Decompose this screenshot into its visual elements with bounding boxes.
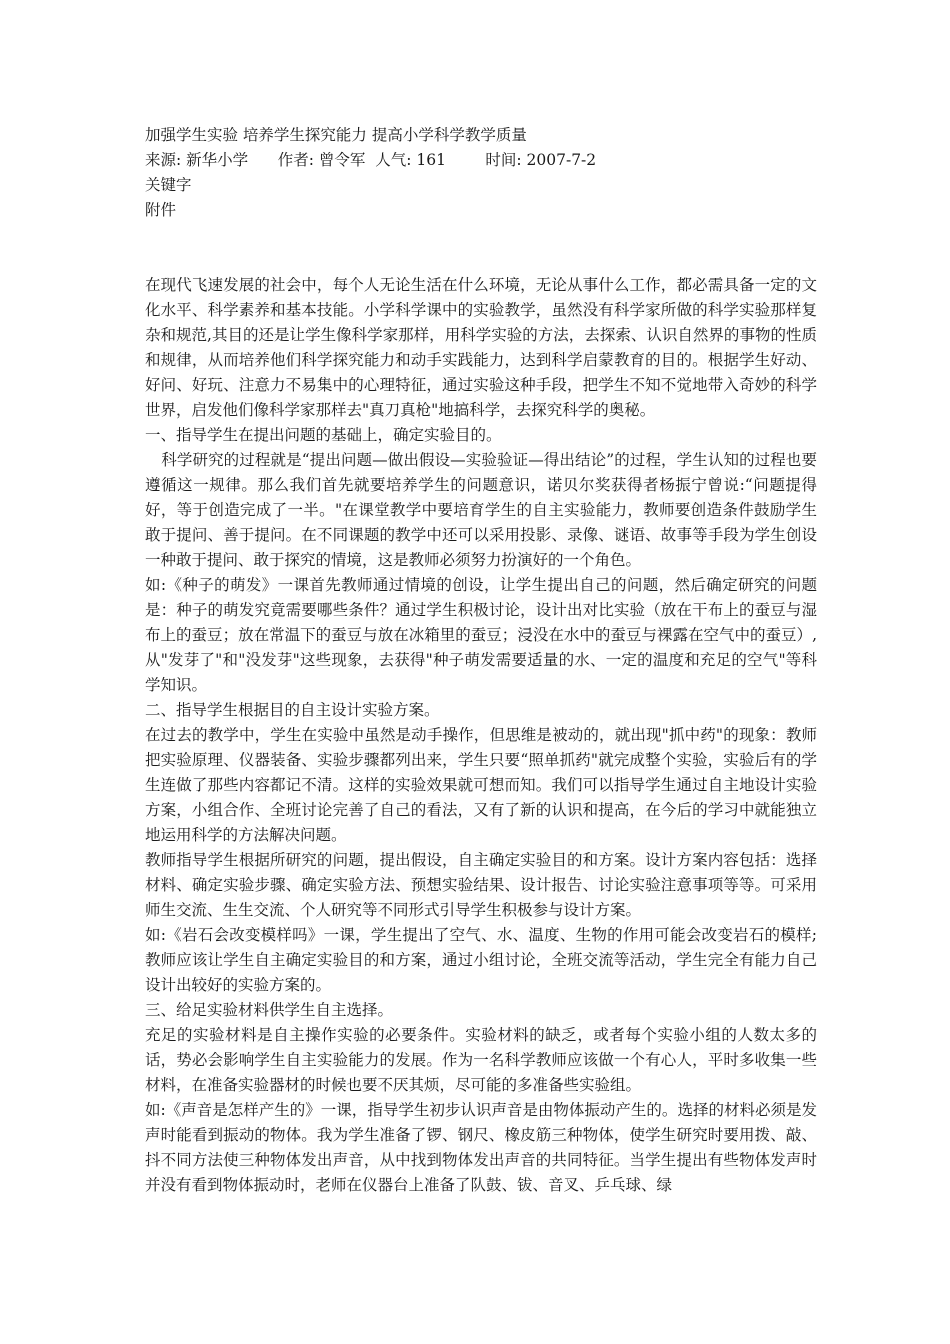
paragraph-7: 充足的实验材料是自主操作实验的必要条件。实验材料的缺乏，或者每个实验小组的人数太多的话，势必会影响学生自主实验能力的发展。作为一名科学教师应该做一个有心人，平时多收集一些材料，在准备实验器材的时候也要不厌其烦，尽可能的多准备些实验组。 <box>145 1026 817 1094</box>
document-meta: 来源: 新华小学 作者: 曾令军 人气: 161 时间: 2007-7-2 <box>145 151 597 169</box>
paragraph-8: 如:《声音是怎样产生的》一课，指导学生初步认识声音是由物体振动产生的。选择的材料必须是发声时能看到振动的物体。我为学生准备了锣、钢尺、橡皮筋三种物体，使学生研究时要用拨、敲、抖不同方法使三种物体发出声音，从中找到物体发出声音的共同特征。当学生提出有些物体发声时并没有看到物体振动时，老师在仪器台上准备了队鼓、钹、音叉、乒乓球、绿 <box>145 1101 817 1194</box>
paragraph-5: 教师指导学生根据所研究的问题，提出假设，自主确定实验目的和方案。设计方案内容包括：选择材料、确定实验步骤、确定实验方法、预想实验结果、设计报告、讨论实验注意事项等等。可采用师生交流、生生交流、个人研究等不同形式引导学生积极参与设计方案。 <box>145 851 817 919</box>
document-page <box>145 123 817 1198</box>
paragraph-intro: 在现代飞速发展的社会中，每个人无论生活在什么环境，无论从事什么工作，都必需具备一定的文化水平、科学素养和基本技能。小学科学课中的实验教学，虽然没有科学家所做的科学实验那样复杂和规范,其目的还是让学生像科学家那样，用科学实验的方法，去探索、认识自然界的事物的性质和规律，从而培养他们科学探究能力和动手实践能力，达到科学启蒙教育的目的。根据学生好动、好问、好玩、注意力不易集中的心理特征，通过实验这种手段，把学生不知不觉地带入奇妙的科学世界，启发他们像科学家那样去"真刀真枪"地搞科学，去探究科学的奥秘。 <box>145 276 817 419</box>
keywords-label: 关键字 <box>145 176 192 194</box>
section-heading-2: 二、指导学生根据目的自主设计实验方案。 <box>145 701 440 719</box>
paragraph-6: 如:《岩石会改变模样吗》一课，学生提出了空气、水、温度、生物的作用可能会改变岩石的模样;教师应该让学生自主确定实验目的和方案，通过小组讨论，全班交流等活动，学生完全有能力自己设计出较好的实验方案的。 <box>145 926 817 994</box>
document-title: 加强学生实验 培养学生探究能力 提高小学科学教学质量 <box>145 126 527 144</box>
section-heading-3: 三、给足实验材料供学生自主选择。 <box>145 1001 394 1019</box>
spacer <box>145 223 817 273</box>
paragraph-4: 在过去的教学中，学生在实验中虽然是动手操作，但思维是被动的，就出现"抓中药"的现象：教师把实验原理、仪器装备、实验步骤都列出来，学生只要“照单抓药"就完成整个实验，实验后有的学生连做了那些内容都记不清。这样的实验效果就可想而知。我们可以指导学生通过自主地设计实验方案，小组合作、全班讨论完善了自己的看法，又有了新的认识和提高，在今后的学习中就能独立地运用科学的方法解决问题。 <box>145 726 817 844</box>
paragraph-2: 科学研究的过程就是“提出问题—做出假设—实验验证—得出结论”的过程，学生认知的过程也要遵循这一规律。那么我们首先就要培养学生的问题意识，诺贝尔奖获得者杨振宁曾说:“问题提得好，等于创造完成了一半。"在课堂教学中要培育学生的自主实验能力，教师要创造条件鼓励学生敢于提问、善于提问。在不同课题的教学中还可以采用投影、录像、谜语、故事等手段为学生创设一种敢于提问、敢于探究的情境，这是教师必须努力扮演好的一个角色。 <box>145 451 817 569</box>
attachment-label: 附件 <box>145 201 177 219</box>
section-heading-1: 一、指导学生在提出问题的基础上，确定实验目的。 <box>145 426 502 444</box>
paragraph-3: 如:《种子的萌发》一课首先教师通过情境的创设，让学生提出自己的问题，然后确定研究的问题是：种子的萌发究竟需要哪些条件？通过学生积极讨论，设计出对比实验（放在干布上的蚕豆与湿布上的蚕豆；放在常温下的蚕豆与放在冰箱里的蚕豆；浸没在水中的蚕豆与裸露在空气中的蚕豆）,从"发芽了"和"没发芽"这些现象，去获得"种子萌发需要适量的水、一定的温度和充足的空气"等科学知识。 <box>145 576 817 694</box>
